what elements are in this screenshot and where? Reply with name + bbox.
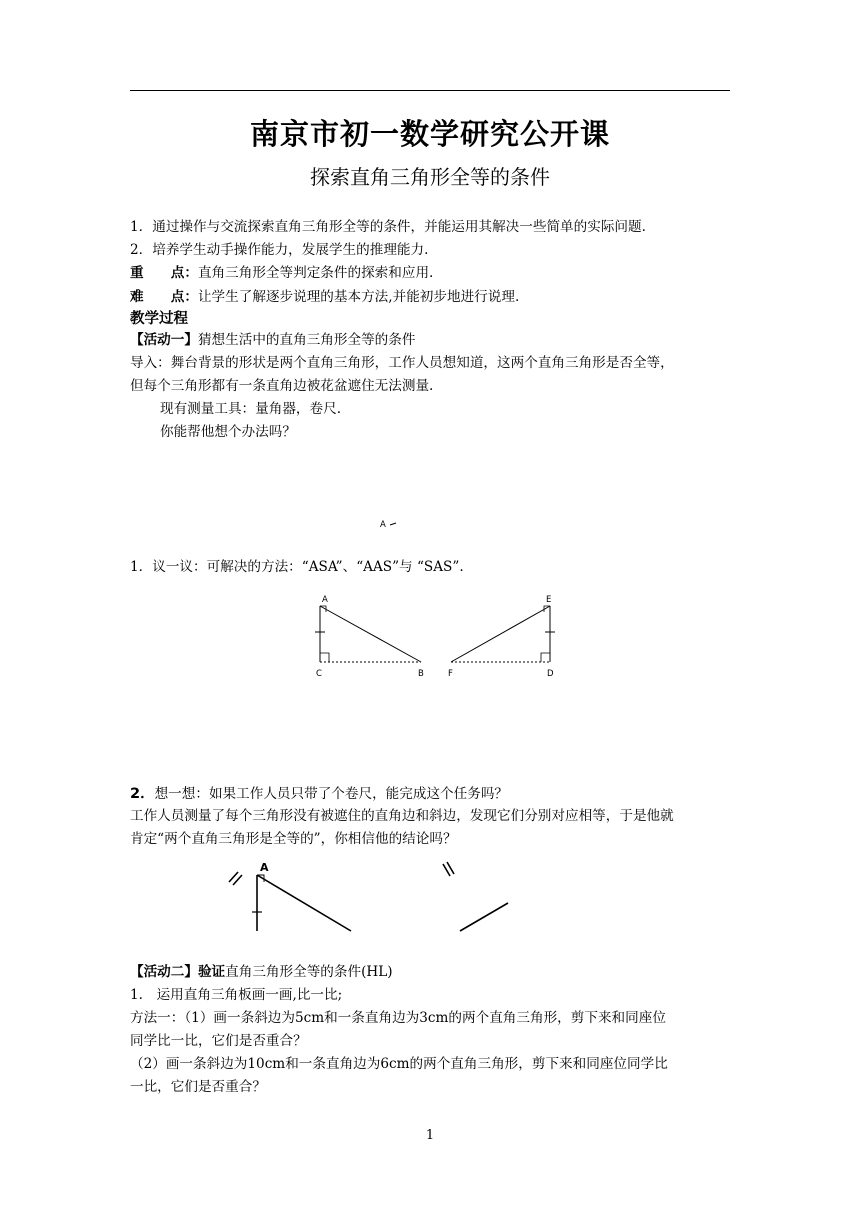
page-title: 南京市初一数学研究公开课 <box>249 117 610 151</box>
activity2-step1: 1. 运用直角三角板画一画,比一比; <box>130 987 343 1003</box>
page-subtitle: 探索直角三角形全等的条件 <box>310 165 550 189</box>
triangle-efd <box>448 595 555 679</box>
difficulty-text: 让学生了解逐步说理的基本方法,并能初步地进行说理. <box>197 289 520 305</box>
label-f: F <box>448 669 453 679</box>
think-text: 想一想：如果工作人员只带了个卷尺，能完成这个任务吗？ <box>154 786 509 802</box>
key-point-text: 直角三角形全等判定条件的探索和应用. <box>197 265 434 281</box>
activity1-tools: 现有测量工具：量角器，卷尺. <box>160 401 342 417</box>
activity1-intro-1: 导入：舞台背景的形状是两个直角三角形，工作人员想知道，这两个直角三角形是否全等， <box>130 355 674 371</box>
activity2-method-1: 方法一：（1）画一条斜边为5cm和一条直角边为3cm的两个直角三角形，剪下来和同座位 <box>130 1010 666 1026</box>
stray-label-a: A <box>380 520 386 530</box>
label-c: C <box>316 669 322 679</box>
figure-hl <box>229 861 508 931</box>
process-heading: 教学过程 <box>130 311 188 327</box>
activity1-title: 猜想生活中的直角三角形全等的条件 <box>197 332 416 348</box>
activity1-think-2: 工作人员测量了每个三角形没有被遮住的直角边和斜边，发现它们分别对应相等，于是他就 <box>130 808 674 824</box>
activity2-verify: 验证 <box>197 964 226 980</box>
stray-mark <box>380 520 396 530</box>
activity2-method-2: 同学比一比，它们是否重合？ <box>130 1033 307 1049</box>
activity2-method2-1: （2）画一条斜边为10cm和一条直角边为6cm的两个直角三角形，剪下来和同座位同学比 <box>130 1056 668 1072</box>
label-e: E <box>546 595 552 605</box>
objective-2: 2．培养学生动手操作能力，发展学生的推理能力. <box>130 242 429 258</box>
label-b: B <box>418 669 424 679</box>
activity2-tag: 【活动二】 <box>130 964 198 980</box>
page-number: 1 <box>425 1128 435 1143</box>
difficulty-label: 难 点： <box>130 289 198 305</box>
triangle-abc <box>315 595 424 679</box>
objective-1: 1．通过操作与交流探索直角三角形全等的条件，并能运用其解决一些简单的实际问题. <box>130 219 646 235</box>
label-a: A <box>322 595 328 605</box>
activity1-question: 你能帮他想个办法吗？ <box>160 424 296 440</box>
activity1-discuss: 1．议一议：可解决的方法：“ASA”、“AAS”与 “SAS”. <box>130 559 464 575</box>
label-a-fig2: A <box>260 861 269 874</box>
key-point-label: 重 点： <box>130 265 198 281</box>
activity2-method2-2: 一比，它们是否重合？ <box>130 1079 266 1095</box>
activity1-tag: 【活动一】 <box>130 332 198 348</box>
think-number: 2． <box>130 786 155 802</box>
label-d: D <box>547 669 554 679</box>
activity1-intro-2: 但每个三角形都有一条直角边被花盆遮住无法测量. <box>130 378 434 394</box>
activity1-think-3: 肯定“两个直角三角形是全等的”，你相信他的结论吗？ <box>130 831 457 847</box>
activity2-title: 直角三角形全等的条件(HL) <box>225 964 393 980</box>
